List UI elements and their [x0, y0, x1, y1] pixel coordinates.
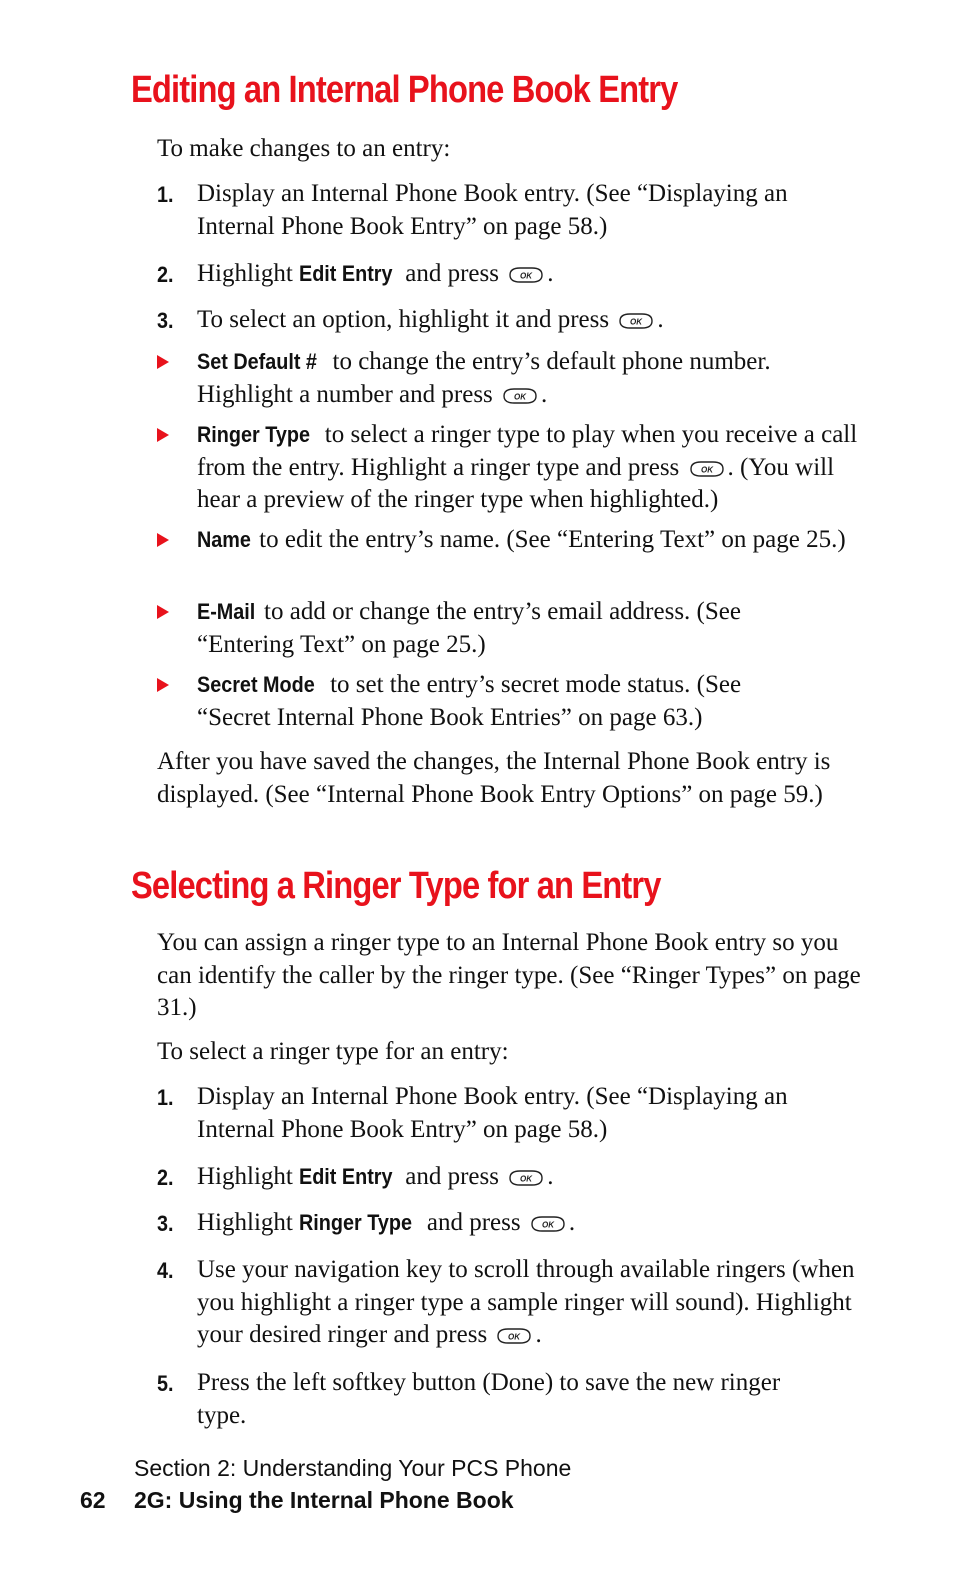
menu-keyword: Name — [197, 527, 251, 552]
ok-key-icon — [506, 264, 546, 286]
ok-key-icon — [500, 385, 540, 407]
step-number: 1. — [157, 182, 174, 207]
bullet-text: Name to edit the entry’s name. (See “Entering Text” on page 25.) — [197, 524, 869, 557]
ok-key-icon — [687, 458, 727, 480]
menu-keyword: Ringer Type — [299, 1210, 413, 1235]
bullet-arrow-icon — [157, 678, 169, 692]
bullet-text: Ringer Type to select a ringer type to play when you receive a call from the entry. Highlight a ringer type and press OK . (You will hear a preview of the ringer type when highlighted.) — [197, 421, 858, 513]
ok-key-icon — [506, 1167, 546, 1189]
heading-selecting-ringer: Selecting a Ringer Type for an Entry — [131, 865, 661, 907]
ok-key-label: OK — [508, 1332, 521, 1342]
ok-key-icon — [616, 310, 656, 332]
step-text: Use your navigation key to scroll through available ringers (when you highlight a ringer type a sample ringer will sound). Highlight your desired ringer and press OK . — [197, 1256, 855, 1348]
step-text: Display an Internal Phone Book entry. (See “Displaying an Internal Phone Book Entry” on page 58.) — [197, 1083, 788, 1143]
step-number: 3. — [157, 1211, 174, 1236]
step-number: 1. — [157, 1085, 174, 1110]
step-number: 5. — [157, 1371, 174, 1396]
ok-key-icon — [494, 1325, 534, 1347]
step-text: Press the left softkey button (Done) to save the new ringer type. — [197, 1369, 781, 1429]
step-text: Display an Internal Phone Book entry. (See “Displaying an Internal Phone Book Entry” on page 58.) — [197, 180, 788, 240]
step-text: Highlight Edit Entry and press OK . — [197, 258, 869, 291]
step-text: Highlight Ringer Type and press OK . — [197, 1207, 869, 1240]
menu-keyword: Ringer Type — [197, 422, 310, 447]
step-number: 3. — [157, 308, 174, 333]
chapter-title: 2G: Using the Internal Phone Book — [134, 1487, 514, 1513]
ok-key-label: OK — [520, 1174, 533, 1184]
step-text: To select an option, highlight it and press OK . — [197, 306, 664, 333]
bullet-text: Secret Mode to set the entry’s secret mode status. (See “Secret Internal Phone Book Entries” on page 63.) — [197, 671, 742, 731]
step-number: 2. — [157, 1165, 174, 1190]
menu-keyword: E-Mail — [197, 599, 256, 624]
menu-keyword: Set Default # — [197, 349, 317, 374]
menu-keyword: Edit Entry — [299, 261, 393, 286]
intro-text: To make changes to an entry: — [157, 135, 451, 162]
ok-key-icon — [528, 1213, 568, 1235]
intro-text-2: To select a ringer type for an entry: — [157, 1038, 509, 1065]
ok-key-label: OK — [630, 317, 643, 327]
intro-text: You can assign a ringer type to an Internal Phone Book entry so you can identify the caller by the ringer type. (See “Ringer Types” on page 31.) — [157, 929, 861, 1021]
footer-chapter-line — [80, 1486, 514, 1514]
step-number: 4. — [157, 1258, 174, 1283]
menu-keyword: Secret Mode — [197, 672, 315, 697]
ok-key-label: OK — [541, 1220, 554, 1230]
bullet-arrow-icon — [157, 533, 169, 547]
bullet-arrow-icon — [157, 428, 169, 442]
footer-section: Section 2: Understanding Your PCS Phone — [134, 1455, 572, 1481]
bullet-text: Set Default # to change the entry’s default phone number. Highlight a number and press OK . — [197, 348, 771, 408]
ok-key-label: OK — [520, 271, 533, 281]
bullet-arrow-icon — [157, 605, 169, 619]
page-number: 62 — [80, 1487, 106, 1513]
heading-editing-entry: Editing an Internal Phone Book Entry — [131, 69, 678, 111]
ok-key-label: OK — [700, 465, 713, 475]
menu-keyword: Edit Entry — [299, 1164, 393, 1189]
outro-text: After you have saved the changes, the Internal Phone Book entry is displayed. (See “Internal Phone Book Entry Options” on page 59.) — [157, 748, 831, 808]
step-text: Highlight Edit Entry and press OK . — [197, 1161, 869, 1194]
bullet-arrow-icon — [157, 355, 169, 369]
bullet-text: E-Mail to add or change the entry’s email address. (See “Entering Text” on page 25.) — [197, 598, 741, 658]
ok-key-label: OK — [514, 392, 527, 402]
step-number: 2. — [157, 262, 174, 287]
